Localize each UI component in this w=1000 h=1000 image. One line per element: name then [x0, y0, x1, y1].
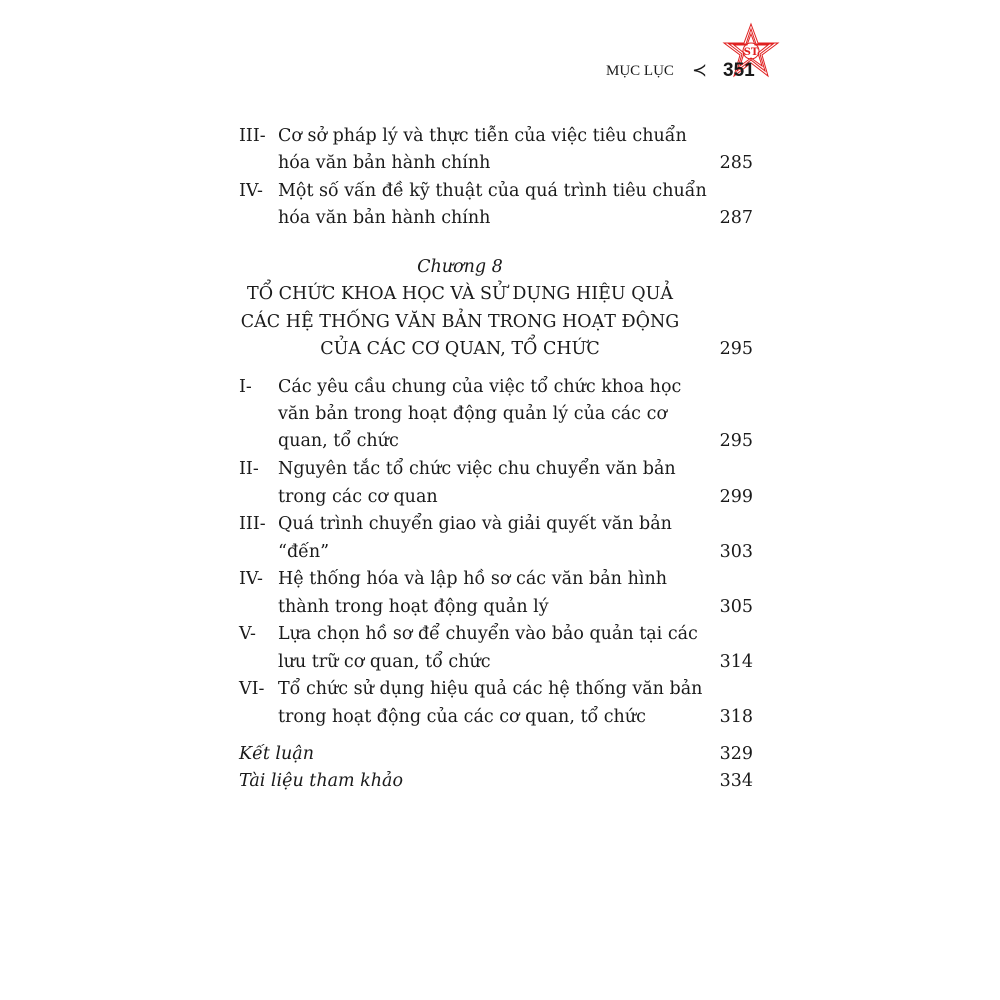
entry-numeral: IV- [239, 569, 263, 589]
entry-line: Lựa chọn hồ sơ để chuyển vào bảo quản tại các [278, 624, 698, 644]
entry-line: Nguyên tắc tổ chức việc chu chuyển văn bản [278, 459, 676, 479]
entry-numeral: V- [239, 624, 256, 644]
entry-line: văn bản trong hoạt động quản lý của các cơ [278, 404, 667, 424]
entry-page: 318 [719, 707, 753, 727]
svg-text:ST: ST [743, 47, 759, 58]
entry-line: trong hoạt động của các cơ quan, tổ chức [278, 707, 646, 727]
entry-line: Quá trình chuyển giao và giải quyết văn bản [278, 514, 672, 534]
chapter-label: Chương 8 [417, 257, 503, 277]
entry-line: hóa văn bản hành chính [278, 153, 491, 173]
entry-page: 295 [719, 431, 753, 451]
entry-line: “đến” [278, 542, 330, 562]
arrow-icon: ≺ [692, 60, 708, 81]
entry-page: 299 [719, 487, 753, 507]
back-matter-page: 329 [719, 744, 753, 764]
entry-line: hóa văn bản hành chính [278, 208, 491, 228]
entry-numeral: I- [239, 377, 252, 397]
chapter-title-line: CỦA CÁC CƠ QUAN, TỔ CHỨC [320, 339, 600, 359]
entry-page: 285 [719, 153, 753, 173]
back-matter-page: 334 [719, 771, 753, 791]
entry-numeral: III- [239, 126, 266, 146]
page-number: 351 [723, 60, 755, 81]
entry-line: trong các cơ quan [278, 487, 438, 507]
back-matter-label: Kết luận [239, 744, 315, 764]
entry-line: Cơ sở pháp lý và thực tiễn của việc tiêu chuẩn [278, 126, 687, 146]
entry-page: 303 [719, 542, 753, 562]
entry-line: Một số vấn đề kỹ thuật của quá trình tiêu chuẩn [278, 181, 707, 201]
chapter-title-line: CÁC HỆ THỐNG VĂN BẢN TRONG HOẠT ĐỘNG [240, 312, 680, 332]
entry-numeral: III- [239, 514, 266, 534]
chapter-title-line: TỔ CHỨC KHOA HỌC VÀ SỬ DỤNG HIỆU QUẢ [247, 284, 673, 304]
entry-line: lưu trữ cơ quan, tổ chức [278, 652, 491, 672]
entry-page: 314 [719, 652, 753, 672]
entry-line: quan, tổ chức [278, 431, 399, 451]
chapter-page: 295 [719, 339, 753, 359]
entry-line: Tổ chức sử dụng hiệu quả các hệ thống văn bản [278, 679, 703, 699]
back-matter-label: Tài liệu tham khảo [239, 771, 404, 791]
entry-line: Các yêu cầu chung của việc tổ chức khoa học [278, 377, 682, 397]
entry-page: 305 [719, 597, 753, 617]
running-header: MỤC LỤC [606, 63, 674, 79]
entry-page: 287 [719, 208, 753, 228]
entry-line: Hệ thống hóa và lập hồ sơ các văn bản hình [278, 569, 667, 589]
entry-numeral: VI- [239, 679, 265, 699]
entry-numeral: II- [239, 459, 259, 479]
entry-numeral: IV- [239, 181, 263, 201]
entry-line: thành trong hoạt động quản lý [278, 597, 549, 617]
